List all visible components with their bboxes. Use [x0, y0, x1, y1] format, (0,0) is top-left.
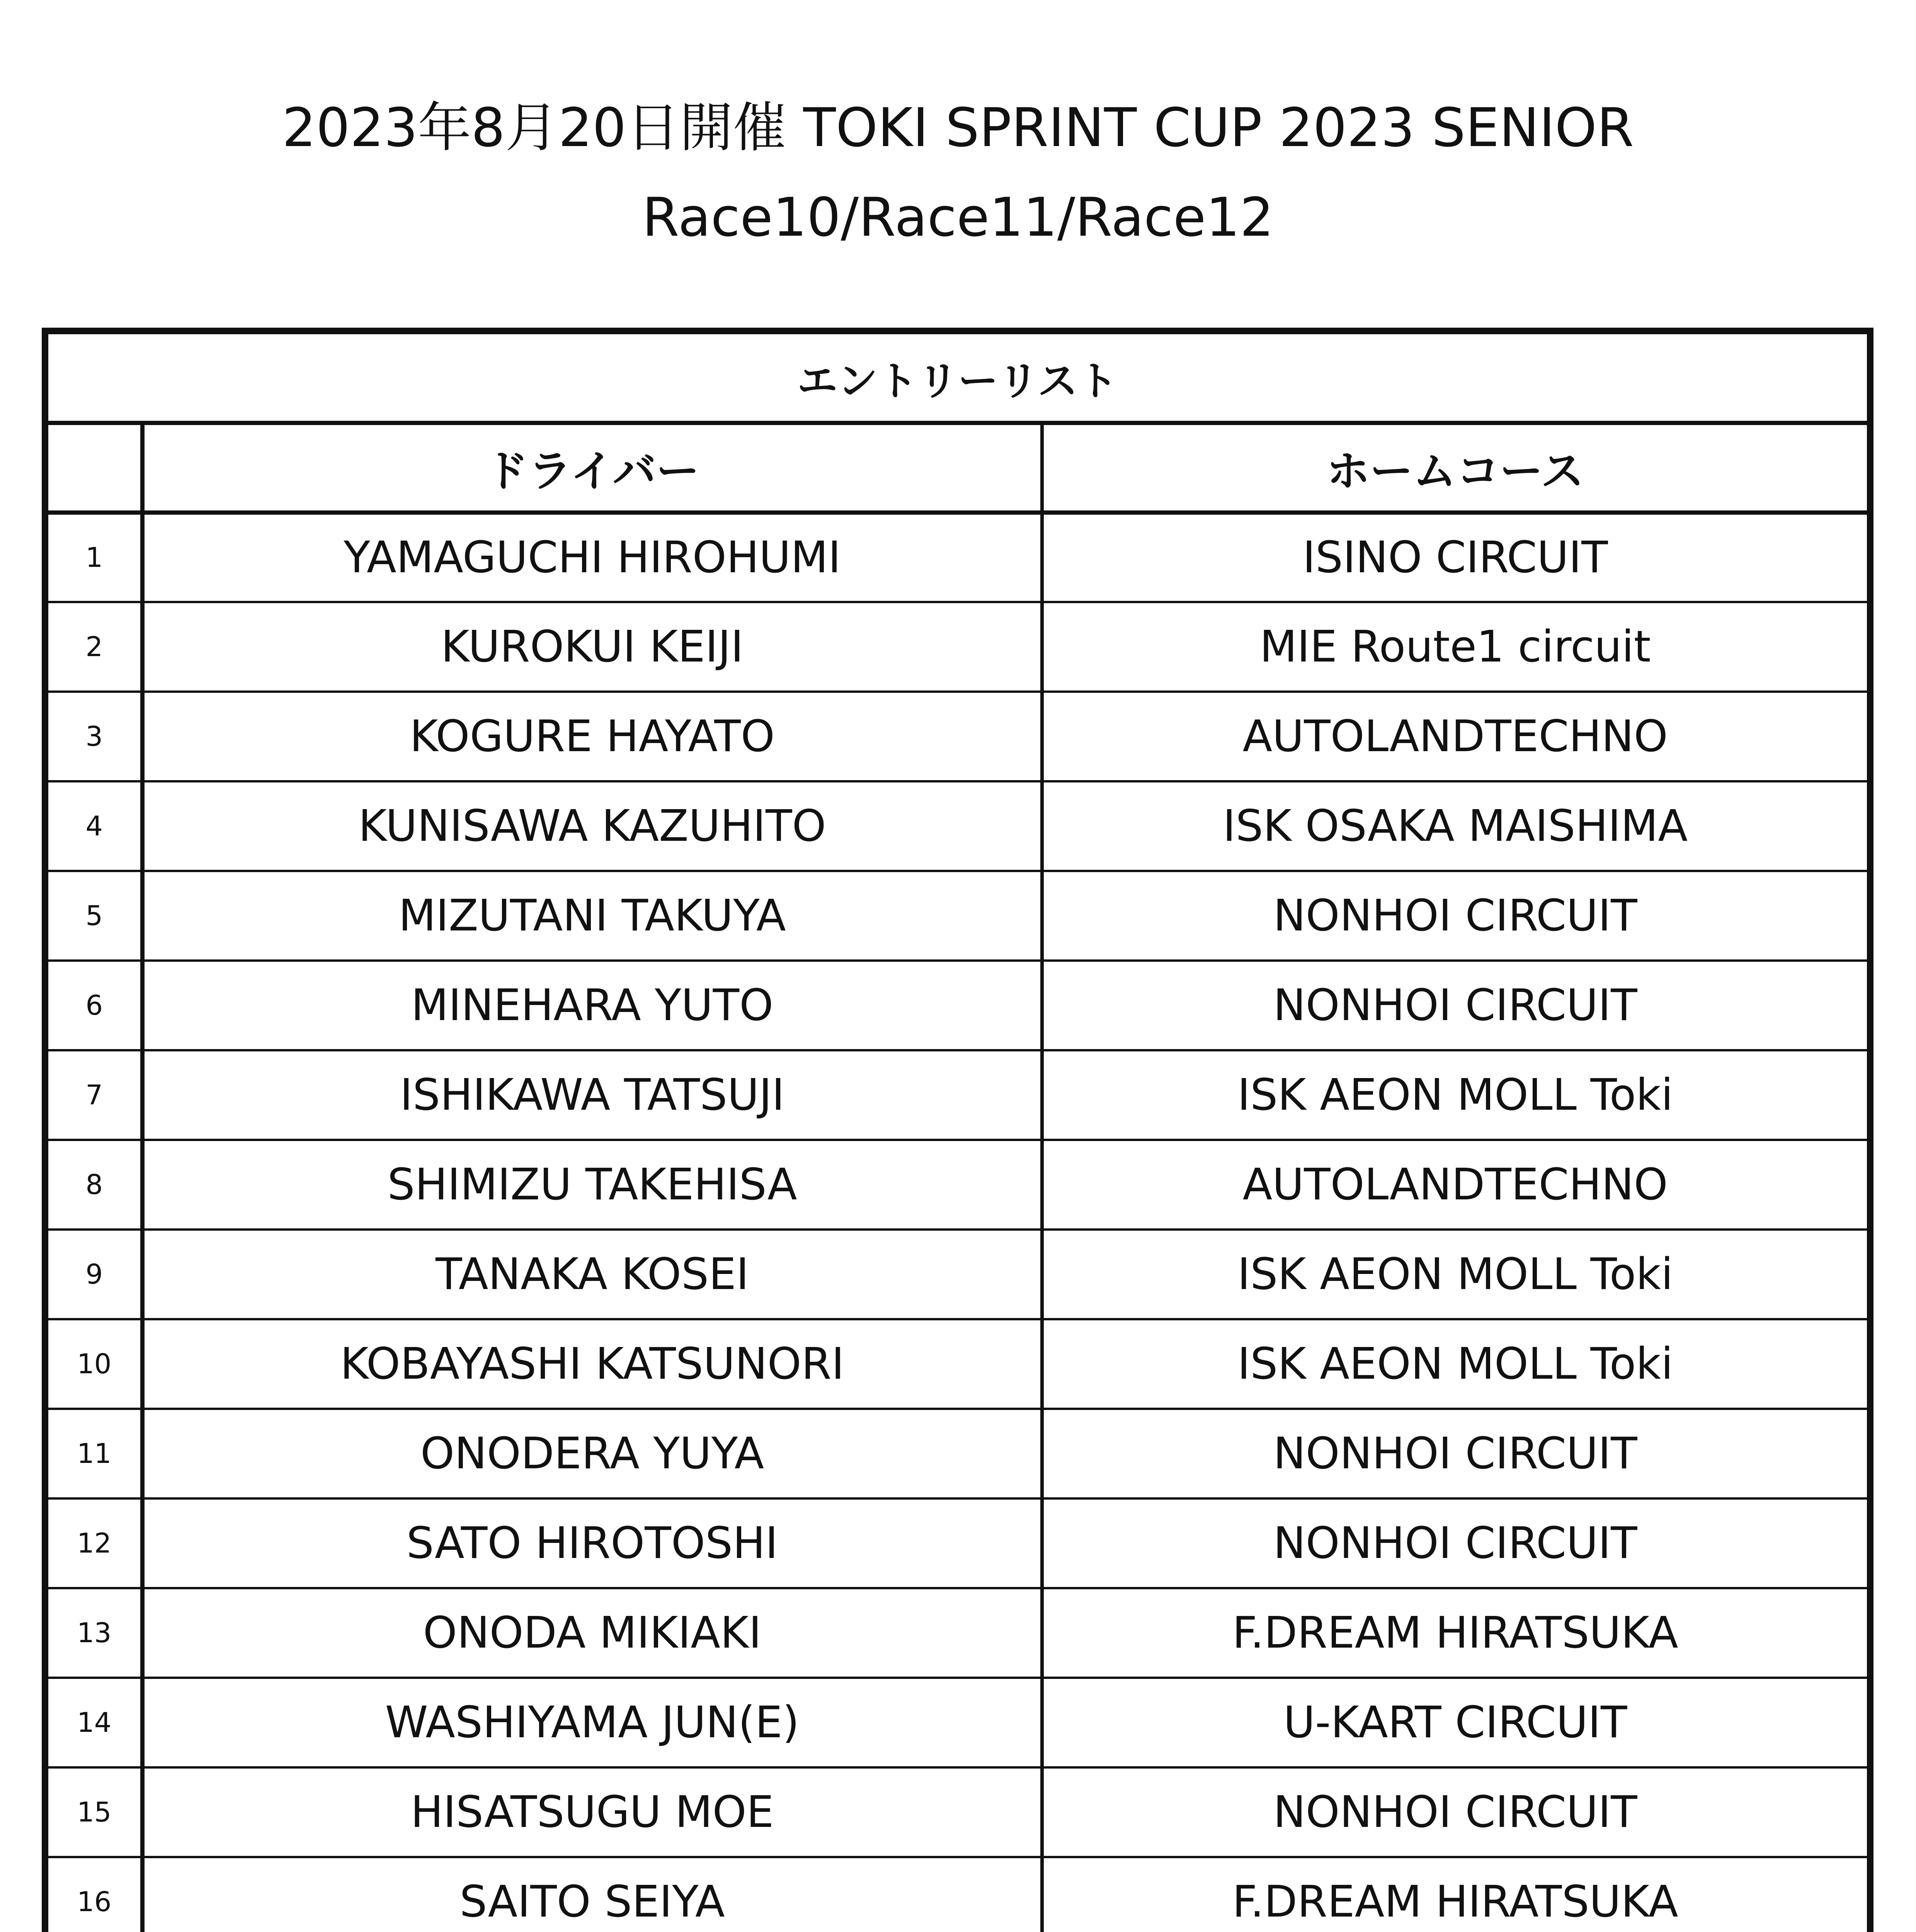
home-course: F.DREAM HIRATSUKA — [1042, 1857, 1868, 1932]
table-row — [47, 1498, 1868, 1588]
home-course: MIE Route1 circuit — [1042, 602, 1868, 692]
home-course: ISK AEON MOLL Toki — [1042, 1050, 1868, 1140]
driver-name: ISHIKAWA TATSUJI — [142, 1050, 1042, 1140]
home-course: ISK OSAKA MAISHIMA — [1042, 781, 1868, 871]
table-row — [47, 871, 1868, 961]
table-row — [47, 692, 1868, 781]
table-row — [47, 1140, 1868, 1230]
driver-name: TANAKA KOSEI — [142, 1230, 1042, 1319]
entry-number: 8 — [47, 1140, 142, 1230]
driver-name: KOBAYASHI KATSUNORI — [142, 1319, 1042, 1409]
table-row — [47, 1678, 1868, 1767]
home-course: ISK AEON MOLL Toki — [1042, 1230, 1868, 1319]
home-course: F.DREAM HIRATSUKA — [1042, 1588, 1868, 1678]
entry-number: 7 — [47, 1050, 142, 1140]
home-course: NONHOI CIRCUIT — [1042, 1498, 1868, 1588]
table-caption: エントリーリスト — [47, 333, 1868, 423]
table-row — [47, 1319, 1868, 1409]
entry-number: 4 — [47, 781, 142, 871]
table-row — [47, 1230, 1868, 1319]
entry-number: 10 — [47, 1319, 142, 1409]
home-course: NONHOI CIRCUIT — [1042, 1409, 1868, 1498]
table-row — [47, 781, 1868, 871]
table-caption-row — [47, 333, 1868, 423]
table-header-row — [47, 423, 1868, 512]
driver-name: KOGURE HAYATO — [142, 692, 1042, 781]
table-row — [47, 1767, 1868, 1857]
driver-name: ONODA MIKIAKI — [142, 1588, 1042, 1678]
table-row — [47, 961, 1868, 1050]
page-title: 2023年8月20日開催 TOKI SPRINT CUP 2023 SENIOR — [282, 97, 1634, 159]
driver-name: HISATSUGU MOE — [142, 1767, 1042, 1857]
entry-number: 13 — [47, 1588, 142, 1678]
home-course: AUTOLANDTECHNO — [1042, 1140, 1868, 1230]
table-row — [47, 512, 1868, 602]
entry-number: 2 — [47, 602, 142, 692]
driver-name: SAITO SEIYA — [142, 1857, 1042, 1932]
table-body — [47, 512, 1868, 1932]
entry-number: 3 — [47, 692, 142, 781]
entry-number: 5 — [47, 871, 142, 961]
table-row — [47, 1050, 1868, 1140]
table-row — [47, 602, 1868, 692]
home-course: NONHOI CIRCUIT — [1042, 871, 1868, 961]
entry-number: 11 — [47, 1409, 142, 1498]
driver-name: SHIMIZU TAKEHISA — [142, 1140, 1042, 1230]
table-row — [47, 1409, 1868, 1498]
home-course: ISINO CIRCUIT — [1042, 512, 1868, 602]
entry-list-table — [46, 332, 1869, 1932]
driver-name: KUNISAWA KAZUHITO — [142, 781, 1042, 871]
entry-number: 1 — [47, 512, 142, 602]
table-row — [47, 1588, 1868, 1678]
driver-name: YAMAGUCHI HIROHUMI — [142, 512, 1042, 602]
column-header-driver: ドライバー — [142, 423, 1042, 512]
driver-name: WASHIYAMA JUN(E) — [142, 1678, 1042, 1767]
entry-number: 15 — [47, 1767, 142, 1857]
entry-number: 6 — [47, 961, 142, 1050]
driver-name: SATO HIROTOSHI — [142, 1498, 1042, 1588]
entry-number: 16 — [47, 1857, 142, 1932]
home-course: AUTOLANDTECHNO — [1042, 692, 1868, 781]
driver-name: ONODERA YUYA — [142, 1409, 1042, 1498]
entry-list-table-frame — [42, 328, 1873, 1932]
column-header-no — [47, 423, 142, 512]
home-course: NONHOI CIRCUIT — [1042, 961, 1868, 1050]
entry-number: 9 — [47, 1230, 142, 1319]
driver-name: MINEHARA YUTO — [142, 961, 1042, 1050]
home-course: NONHOI CIRCUIT — [1042, 1767, 1868, 1857]
page-subtitle: Race10/Race11/Race12 — [642, 186, 1274, 248]
driver-name: MIZUTANI TAKUYA — [142, 871, 1042, 961]
home-course: U-KART CIRCUIT — [1042, 1678, 1868, 1767]
entry-number: 14 — [47, 1678, 142, 1767]
home-course: ISK AEON MOLL Toki — [1042, 1319, 1868, 1409]
driver-name: KUROKUI KEIJI — [142, 602, 1042, 692]
entry-number: 12 — [47, 1498, 142, 1588]
table-row — [47, 1857, 1868, 1932]
column-header-home-course: ホームコース — [1042, 423, 1868, 512]
